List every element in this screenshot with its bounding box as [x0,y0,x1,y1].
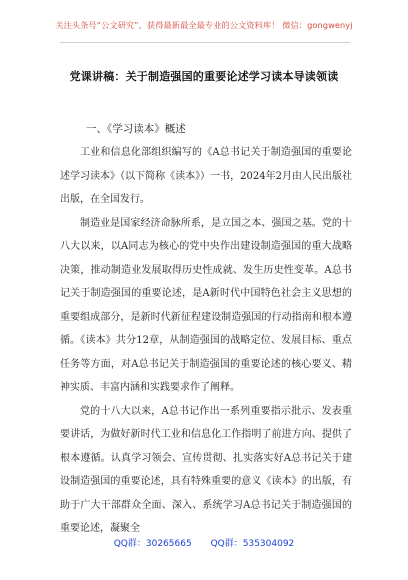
header-banner [0,20,408,31]
body-paragraph-3: 党的十八大以来，A总书记作出一系列重要指示批示、发表重要讲话，为做好新时代工业和信息化工作指明了前进方向、提供了根本遵循。认真学习领会、宣传贯彻、扎实落实好A总书记关于建设制造强国的重要论述，具有特殊重要的意义《读本》的出版，有助于广大干部群众全面、深入、系统学习A总书记关于制造强国的重要论述，凝聚全 [60,405,352,534]
document-body [60,141,352,541]
footer-qq-group-1: QQ群：30265665 [113,539,192,549]
document-title: 党课讲稿：关于制造强国的重要论述学习读本导读领读 [69,70,339,83]
body-paragraph-2: 制造业是国家经济命脉所系，是立国之本、强国之基。党的十八大以来，以A同志为核心的党中央作出建设制造强国的重大战略决策，推动制造业发展取得历史性成就、发生历史性变革。A总书记关于制造强国的重要论述，是A新时代中国特色社会主义思想的重要组成部分，是新时代新征程建设制造强国的行动指南和根本遵循。《读本》共分12章，从制造强国的战略定位、发展目标、重点任务等方面，对A总书记关于制造强国的重要论述的核心要义、精神实质、丰富内涵和实践要求作了阐释。 [60,217,352,393]
section-heading: 一、《学习读本》概述 [86,123,186,135]
header-banner-text: 关注头条号“公文研究”，获得最新最全最专业的公文资料库！ 微信：gongwenyj [55,20,353,30]
header-divider [60,42,350,43]
body-paragraph-1: 工业和信息化部组织编写的《A总书记关于制造强国的重要论述学习读本》（以下简称《读本》）一书，2024年2月由人民出版社出版，在全国发行。 [60,147,352,205]
footer [0,536,408,549]
footer-qq-group-2: QQ群：535304092 [210,539,295,549]
